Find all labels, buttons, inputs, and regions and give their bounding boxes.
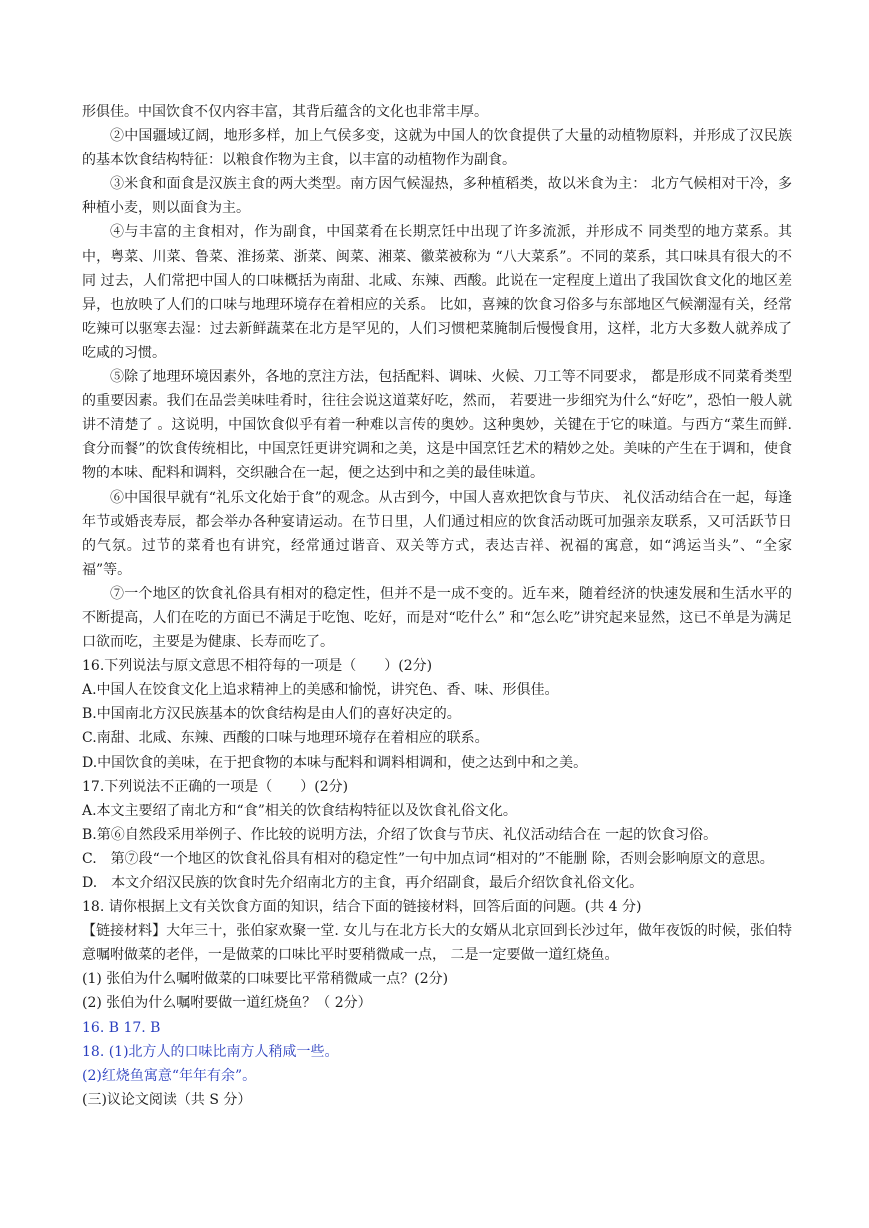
question-18-stem: 18. 请你根据上文有关饮食方面的知识，结合下面的链接材料，回答后面的问题。(共 4 分)	[82, 899, 642, 916]
article-paragraph-7: ⑦一个地区的饮食礼俗具有相对的稳定性，但并不是一成不变的。近车来，随着经济的快速发展和生活水平的不断提高，人们在吃的方面已不满足于吃饱、吃好，而是对“吃什么” 和“怎么吃”讲究起来显然，这已不单是为满足口欲而吃，主要是为健康、长寿而吃了。	[82, 585, 792, 651]
question-16-option-c: C.南甜、北咸、东辣、西酸的口味与地理环境存在着相应的联系。	[82, 730, 489, 747]
question-16-option-b: B.中国南北方汉民族基本的饮食结构是由人们的喜好决定的。	[82, 706, 461, 723]
question-17-option-d: D. 本文介绍汉民族的饮食时先介绍南北方的主食，再介绍副食，最后介绍饮食礼俗文化。	[82, 875, 644, 891]
document-body	[82, 100, 792, 1112]
question-16-stem: 16.下列说法与原文意思不相符每的一项是（ ）(2分)	[82, 658, 433, 675]
article-paragraph-3: ③米食和面食是汉族主食的两大类型。南方因气候湿热，多种植稻类，故以米食为主： 北方气候相对干冷，多种植小麦，则以面食为主。	[82, 176, 792, 217]
question-18-sub-2: (2) 张伯为什么嘱咐要做一道红烧鱼？（ 2分）	[82, 995, 372, 1012]
question-18-sub-1: (1) 张伯为什么嘱咐做菜的口味要比平常稍微咸一点？(2分)	[82, 971, 449, 988]
question-17-option-c: C. 第⑦段“一个地区的饮食礼俗具有相对的稳定性”一句中加点词“相对的”不能删 除，否则会影响原文的意思。	[82, 850, 774, 867]
question-18-material: 【链接材料】大年三十，张伯家欢聚一堂. 女儿与在北方长大的女婿从北京回到长沙过年，做年夜饭的时候，张伯特意嘱咐做菜的老伴，一是做菜的口味比平时要稍微咸一点， 二是一定要做一道红烧鱼。	[82, 923, 792, 964]
question-16-option-d: D.中国饮食的美味，在于把食物的本味与配料和调料相调和，使之达到中和之美。	[82, 754, 588, 771]
article-paragraph-6: ⑥中国很早就有“礼乐文化始于食”的观念。从古到今，中国人喜欢把饮食与节庆、 礼仪活动结合在一起，每逢年节或婚丧寿辰，都会举办各种宴请运动。在节日里，人们通过相应的饮食活动既可加强亲友联系，又可活跃节日的气氛。过节的菜肴也有讲究，经常通过谐音、双关等方式，表达吉祥、祝福的寓意，如“鸿运当头”、“全家福”等。	[82, 489, 792, 578]
answer-16-17: 16. B 17. B	[82, 1019, 161, 1036]
question-17-stem: 17.下列说法不正确的一项是（ ）(2分)	[82, 778, 349, 795]
section-heading-argumentative-reading: (三)议论文阅读（共 S 分）	[82, 1091, 252, 1108]
article-paragraph-2: ②中国疆域辽阔，地形多样，加上气侯多变，这就为中国人的饮食提供了大量的动植物原料，并形成了汉民族的基本饮食结构特征：以粮食作物为主食，以丰富的动植物作为副食。	[82, 128, 792, 169]
question-17-option-b: B.第⑥自然段采用举例子、作比较的说明方法，介绍了饮食与节庆、礼仪活动结合在 一起的饮食习俗。	[82, 826, 718, 843]
question-16-option-a: A.中国人在饺食文化上追求精神上的美感和愉悦，讲究色、香、味、形俱佳。	[82, 682, 559, 699]
answer-18-2: (2)红烧鱼寓意“年年有余”。	[82, 1067, 257, 1084]
article-paragraph-4: ④与丰富的主食相对，作为副食，中国菜肴在长期烹饪中出现了许多流派，并形成不 同类型的地方菜系。其中，粤菜、川菜、鲁菜、淮扬菜、浙菜、闽菜、湘菜、徽菜被称为 “八大菜系”。不同的菜系，其口味具有很大的不同 过去，人们常把中国人的口味概括为南甜、北咸、东辣、西酸。此说在一定程度上道出了我国饮食文化的地区差异，也放映了人们的口味与地理环境存在着相应的关系。 比如，喜辣的饮食习俗多与东部地区气候潮湿有关，经常吃辣可以驱寒去湿：过去新鲜蔬菜在北方是罕见的，人们习惯杷菜腌制后慢慢食用，这样，北方大多数人就养成了吃咸的习惯。	[82, 224, 792, 361]
question-17-option-a: A.本文主要绍了南北方和“食”相关的饮食结构特征以及饮食礼俗文化。	[82, 802, 517, 819]
article-paragraph-5: ⑤除了地理环境因素外，各地的烹注方法，包括配料、调味、火候、刀工等不同要求， 都是形成不同菜肴类型的重要因素。我们在品尝美味哇肴时，往往会说这道菜好吃，然而， 若要进一步细究为什么“好吃”，恐怕一般人就讲不清楚了 。这说明，中国饮食似乎有着一种难以言传的奥妙。这种奥妙，关键在于它的味道。与西方“菜生而鲜. 食分而餐”的饮食传统相比，中国烹饪更讲究调和之美，这是中国烹饪艺术的精妙之处。美味的产生在于调和，使食物的本味、配料和调料，交织融合在一起，便之达到中和之美的最佳味道。	[82, 369, 792, 482]
article-paragraph-1-tail: 形俱佳。中国饮食不仅内容丰富，其背后蕴含的文化也非常丰厚。	[82, 104, 488, 120]
answer-18-1: 18. (1)北方人的口味比南方人稍咸一些。	[82, 1043, 339, 1060]
